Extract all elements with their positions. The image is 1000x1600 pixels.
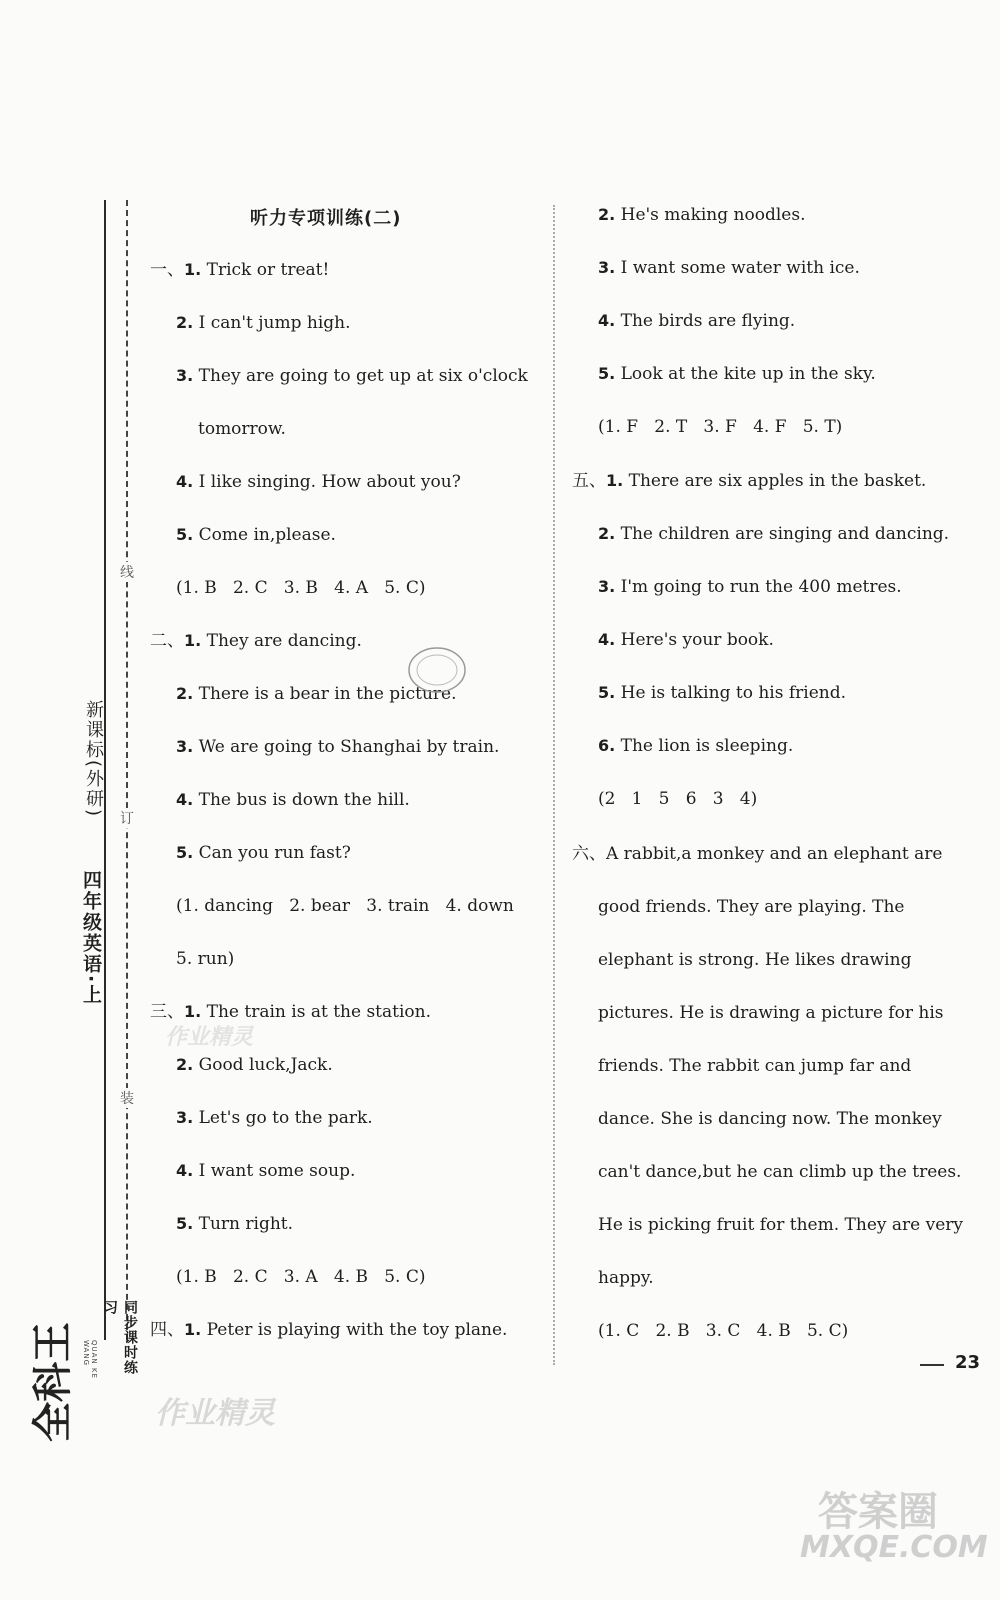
s1-item-5: 5. Come in,please. xyxy=(176,525,336,545)
s3-item-1: 三、1. The train is at the station. xyxy=(150,1002,431,1022)
s1-item-1: 一、1. Trick or treat! xyxy=(150,260,330,280)
page-title: 听力专项训练(二) xyxy=(250,208,402,229)
s1-item-3: 3. They are going to get up at six o'clock xyxy=(176,366,528,386)
s5-item-3: 3. I'm going to run the 400 metres. xyxy=(598,577,902,597)
s5-item-1: 五、1. There are six apples in the basket. xyxy=(572,471,927,491)
watermark-4: MXQE.COM xyxy=(800,1530,988,1565)
s1-item-4: 4. I like singing. How about you? xyxy=(176,472,461,492)
s6-line-3: elephant is strong. He likes drawing xyxy=(598,950,912,970)
watermark-1: 作业精灵 xyxy=(165,1025,254,1050)
s5-answer: (2 1 5 6 3 4) xyxy=(598,789,758,809)
s6-line-5: friends. The rabbit can jump far and xyxy=(598,1056,912,1076)
s3-item-5: 5. Turn right. xyxy=(176,1214,294,1234)
s4-item-1: 四、1. Peter is playing with the toy plane. xyxy=(150,1320,508,1340)
binding-strip xyxy=(29,200,140,1442)
cut-mark-line: 线 xyxy=(120,562,134,582)
binding-dashed-line xyxy=(126,200,128,1340)
s4-item-4: 4. The birds are flying. xyxy=(598,311,796,331)
s2-item-4: 4. The bus is down the hill. xyxy=(176,790,410,810)
s2-item-3: 3. We are going to Shanghai by train. xyxy=(176,737,500,757)
brand-pinyin: QUAN KE WANG xyxy=(82,1340,98,1379)
s6-answer: (1. C 2. B 3. C 4. B 5. C) xyxy=(598,1321,849,1341)
s2-item-1: 二、1. They are dancing. xyxy=(150,631,362,651)
s3-item-4: 4. I want some soup. xyxy=(176,1161,356,1181)
watermark-2: 作业精灵 xyxy=(155,1396,275,1431)
s1-item-2: 2. I can't jump high. xyxy=(176,313,351,333)
s6-line-6: dance. She is dancing now. The monkey xyxy=(598,1109,942,1129)
s2-item-2: 2. There is a bear in the picture. xyxy=(176,684,457,704)
brand-subtitle: 同步课时练习 xyxy=(102,1300,138,1375)
stamp-mark xyxy=(405,643,469,697)
s4-answer: (1. F 2. T 3. F 4. F 5. T) xyxy=(598,417,843,437)
s5-item-2: 2. The children are singing and dancing. xyxy=(598,524,950,544)
page-number-dash xyxy=(920,1364,944,1366)
course-label: 新课标(外研) xyxy=(83,700,104,819)
s6-line-2: good friends. They are playing. The xyxy=(598,897,905,917)
s6-line-9: happy. xyxy=(598,1268,654,1288)
s6-line-8: He is picking fruit for them. They are very xyxy=(598,1215,964,1235)
cut-mark-ding: 订 xyxy=(120,808,134,828)
book-title: 四年级英语·上 xyxy=(80,870,102,1006)
s3-item-2: 2. Good luck,Jack. xyxy=(176,1055,333,1075)
s3-answer: (1. B 2. C 3. A 4. B 5. C) xyxy=(176,1267,426,1287)
s2-item-5: 5. Can you run fast? xyxy=(176,843,351,863)
s3-item-3: 3. Let's go to the park. xyxy=(176,1108,373,1128)
s6-line-1: 六、A rabbit,a monkey and an elephant are xyxy=(572,844,943,864)
s6-line-4: pictures. He is drawing a picture for his xyxy=(598,1003,944,1023)
s1-item-3-cont: tomorrow. xyxy=(198,419,286,439)
s1-answer: (1. B 2. C 3. B 4. A 5. C) xyxy=(176,578,426,598)
s6-line-7: can't dance,but he can climb up the trees. xyxy=(598,1162,962,1182)
s5-item-4: 4. Here's your book. xyxy=(598,630,774,650)
s2-answer-line1: (1. dancing 2. bear 3. train 4. down xyxy=(176,896,514,916)
watermark-3: 答案圈 xyxy=(818,1489,938,1535)
s4-item-3: 3. I want some water with ice. xyxy=(598,258,860,278)
brand-name: 全科王 xyxy=(29,1322,76,1442)
column-divider xyxy=(553,205,555,1365)
s4-item-2: 2. He's making noodles. xyxy=(598,205,806,225)
cut-mark-zhuang: 装 xyxy=(120,1088,134,1108)
s5-item-6: 6. The lion is sleeping. xyxy=(598,736,794,756)
s5-item-5: 5. He is talking to his friend. xyxy=(598,683,846,703)
s2-answer-line2: 5. run) xyxy=(176,949,235,969)
s4-item-5: 5. Look at the kite up in the sky. xyxy=(598,364,876,384)
page-number: 23 xyxy=(955,1352,981,1373)
